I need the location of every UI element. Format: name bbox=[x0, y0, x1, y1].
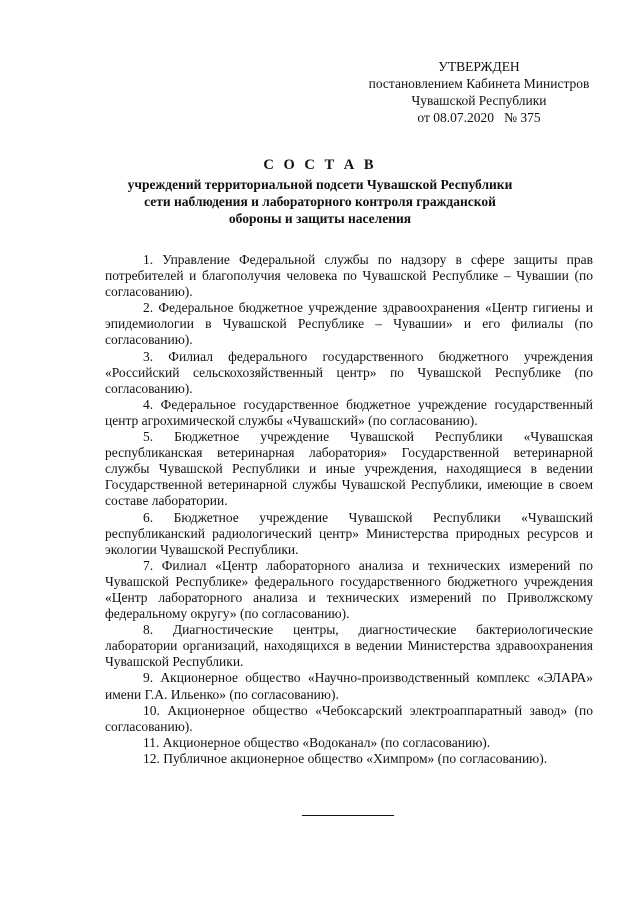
list-item: 2. Федеральное бюджетное учреждение здравоохранения «Центр гигиены и эпидемиологии в Чувашской Республике – Чувашии» и его филиалы (по согласованию). bbox=[105, 300, 593, 348]
list-item: 5. Бюджетное учреждение Чувашской Республики «Чувашская республиканская ветеринарная лаборатория» Государственной ветеринарной службы Чувашской Республики и иные учреждения, находящиеся в ведении Государственной ветеринарной службы Чувашской Республики, имеющие в своем составе лаборатории. bbox=[105, 429, 593, 509]
list-item: 12. Публичное акционерное общество «Химпром» (по согласованию). bbox=[143, 750, 548, 766]
list-item: 7. Филиал «Центр лабораторного анализа и технических измерений по Чувашской Республике» федерального государственного бюджетного учреждения «Центр лабораторного анализа и технических измерений по Приволжскому федеральному округу» (по согласованию). bbox=[105, 557, 593, 622]
heading-subtitle-line: обороны и защиты населения bbox=[228, 211, 412, 226]
document-heading bbox=[110, 156, 530, 227]
approval-date: от 08.07.2020 № 375 bbox=[417, 110, 541, 125]
list-item: 10. Акционерное общество «Чебоксарский электроаппаратный завод» (по согласованию). bbox=[105, 702, 593, 734]
approval-word: УТВЕРЖДЕН bbox=[438, 59, 520, 74]
list-item: 1. Управление Федеральной службы по надзору в сфере защиты прав потребителей и благополучия человека по Чувашской Республике – Чувашии (по согласованию). bbox=[105, 252, 593, 300]
list-item: 9. Акционерное общество «Научно-производственный комплекс «ЭЛАРА» имени Г.А. Ильенко» (по согласованию). bbox=[105, 670, 593, 702]
list-item: 3. Филиал федерального государственного бюджетного учреждения «Российский сельскохозяйственный центр» по Чувашской Республике (по согласованию). bbox=[105, 348, 593, 396]
end-divider bbox=[302, 815, 394, 816]
list-item: 6. Бюджетное учреждение Чувашской Республики «Чувашский республиканский радиологический центр» Министерства природных ресурсов и экологии Чувашской Республики. bbox=[105, 509, 593, 557]
list-item: 11. Акционерное общество «Водоканал» (по согласованию). bbox=[143, 734, 491, 750]
list-item: 8. Диагностические центры, диагностические бактериологические лаборатории организаций, находящихся в ведении Министерства здравоохранения Чувашской Республики. bbox=[105, 622, 593, 670]
list-item: 4. Федеральное государственное бюджетное учреждение государственный центр агрохимической службы «Чувашский» (по согласованию). bbox=[105, 396, 593, 428]
heading-subtitle-line: учреждений территориальной подсети Чувашской Республики bbox=[127, 177, 513, 192]
heading-subtitle-line: сети наблюдения и лабораторного контроля гражданской bbox=[144, 194, 496, 209]
approval-block bbox=[364, 58, 594, 126]
heading-title: С О С Т А В bbox=[263, 157, 377, 173]
items-list bbox=[105, 252, 593, 767]
approval-by: постановлением Кабинета Министров bbox=[368, 76, 590, 91]
approval-org: Чувашской Республики bbox=[411, 93, 547, 108]
